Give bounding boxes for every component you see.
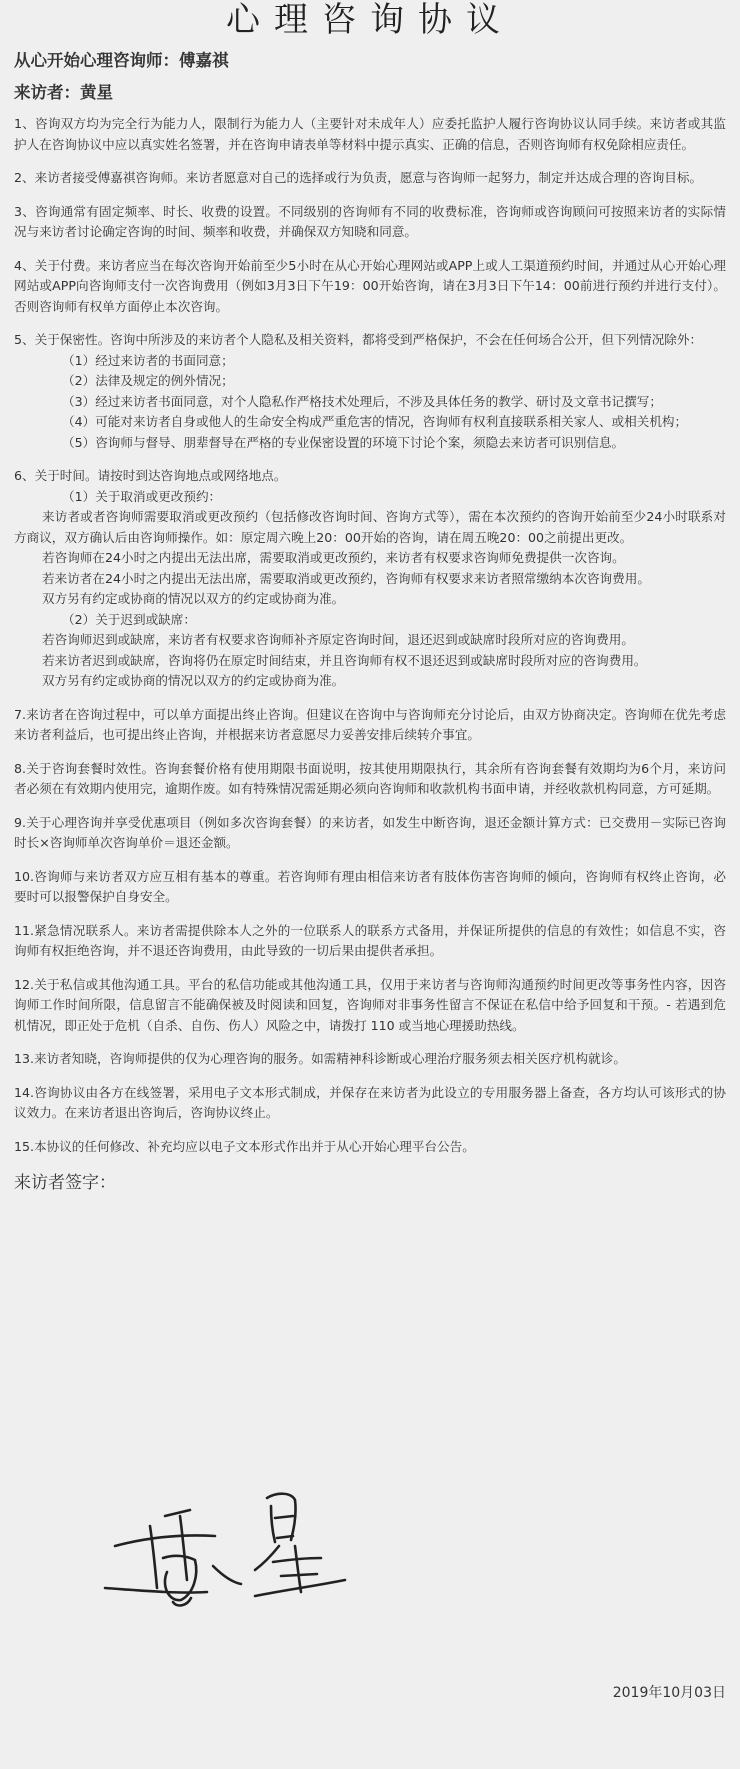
handwritten-signature — [95, 1476, 395, 1626]
clause-7 — [14, 705, 726, 746]
clause-text: 5、关于保密性。咨询中所涉及的来访者个人隐私及相关资料，都将受到严格保护，不会在任何场合公开，但下列情况除外： — [14, 332, 703, 347]
clause-subitem: 来访者或者咨询师需要取消或更改预约（包括修改咨询时间、咨询方式等），需在本次预约的咨询开始前至少24小时联系对方商议，双方确认后由咨询师操作。如：原定周六晚上20：00开始的咨询，请在周五晚20：00之前提出更改。 — [14, 509, 726, 545]
clause-8 — [14, 759, 726, 800]
clause-subitem: （1）经过来访者的书面同意； — [62, 352, 234, 368]
clause-text: 4、关于付费。来访者应当在每次咨询开始前至少5小时在从心开始心理网站或APP上或人工渠道预约时间，并通过从心开始心理网站或APP向咨询师支付一次咨询费用（例如3月3日下午19：00开始咨询，请在3月3日下午14：00前进行预约并进行支付）。否则咨询师有权单方面停止本次咨询。 — [14, 257, 726, 314]
clause-subitem: 若来访者迟到或缺席，咨询将仍在原定时间结束，并且咨询师有权不退还迟到或缺席时段所对应的咨询费用。 — [42, 652, 647, 668]
clause-subitem: 若咨询师在24小时之内提出无法出席，需要取消或更改预约，来访者有权要求咨询师免费提供一次咨询。 — [42, 550, 625, 565]
clause-subitem: （3）经过来访者书面同意，对个人隐私作严格技术处理后，不涉及具体任务的教学、研讨及文章书记撰写； — [62, 393, 662, 409]
clause-text: 6、关于时间。请按时到达咨询地点或网络地点。 — [14, 468, 287, 483]
clause-text: 7.来访者在咨询过程中，可以单方面提出终止咨询。但建议在咨询中与咨询师充分讨论后，由双方协商决定。咨询师在优先考虑来访者利益后，也可提出终止咨询，并根据来访者意愿尽力妥善安排后续转介事宜。 — [14, 706, 726, 742]
clause-subitem: （2）关于迟到或缺席： — [62, 611, 196, 627]
clause-10 — [14, 867, 726, 908]
clause-text: 12.关于私信或其他沟通工具。平台的私信功能或其他沟通工具，仅用于来访者与咨询师沟通预约时间更改等事务性内容，因咨询师工作时间所限，信息留言不能确保被及时阅读和回复，咨询师对非事务性留言不保证在私信中给予回复和干预。- 若遇到危机情况，即正处于危机（自杀、自伤、伤人）风险之中，请拨打 110 或当地心理援助热线。 — [14, 976, 726, 1033]
clause-text: 14.咨询协议由各方在线签署，采用电子文本形式制成，并保存在来访者为此设立的专用服务器上备查，各方均认可该形式的协议效力。在来访者退出咨询后，咨询协议终止。 — [14, 1084, 726, 1120]
clause-subitem: （1）关于取消或更改预约： — [62, 488, 222, 504]
clause-text: 3、咨询通常有固定频率、时长、收费的设置。不同级别的咨询师有不同的收费标准，咨询师或咨询顾问可按照来访者的实际情况与来访者讨论确定咨询的时间、频率和收费，并确保双方知晓和同意。 — [14, 203, 726, 239]
clause-12 — [14, 975, 726, 1037]
clause-4 — [14, 256, 726, 318]
clause-text: 2、来访者接受傅嘉祺咨询师。来访者愿意对自己的选择或行为负责，愿意与咨询师一起努力，制定并达成合理的咨询目标。 — [14, 170, 703, 185]
clause-subitem: 若咨询师迟到或缺席，来访者有权要求咨询师补齐原定咨询时间，退还迟到或缺席时段所对应的咨询费用。 — [42, 632, 634, 647]
clause-14 — [14, 1083, 726, 1124]
clause-3 — [14, 202, 726, 243]
clause-subitem: 双方另有约定或协商的情况以双方的约定或协商为准。 — [42, 591, 345, 606]
clause-11 — [14, 921, 726, 962]
signature-date: 2019年10月03日 — [612, 1685, 726, 1701]
clause-5 — [14, 330, 726, 453]
clause-subitem: 双方另有约定或协商的情况以双方的约定或协商为准。 — [42, 673, 345, 688]
clause-1 — [14, 114, 726, 155]
signature-label: 来访者签字： — [14, 1173, 116, 1193]
clause-15 — [14, 1137, 726, 1158]
clause-text: 15.本协议的任何修改、补充均应以电子文本形式作出并于从心开始心理平台公告。 — [14, 1138, 475, 1154]
clause-text: 1、咨询双方均为完全行为能力人，限制行为能力人（主要针对未成年人）应委托监护人履行咨询协议认同手续。来访者或其监护人在咨询协议中应以真实姓名签署，并在咨询申请表单等材料中提示真实、正确的信息，否则咨询师有权免除相应责任。 — [14, 116, 726, 152]
clause-text: 13.来访者知晓，咨询师提供的仅为心理咨询的服务。如需精神科诊断或心理治疗服务须去相关医疗机构就诊。 — [14, 1051, 626, 1066]
clause-subitem: （2）法律及规定的例外情况； — [62, 373, 234, 388]
clause-9 — [14, 813, 726, 854]
clause-subitem: （4）可能对来访者自身或他人的生命安全构成严重危害的情况，咨询师有权利直接联系相关家人、或相关机构； — [62, 414, 688, 429]
clause-text: 10.咨询师与来访者双方应互相有基本的尊重。若咨询师有理由相信来访者有肢体伤害咨询师的倾向，咨询师有权终止咨询，必要时可以报警保护自身安全。 — [14, 868, 726, 904]
clause-text: 11.紧急情况联系人。来访者需提供除本人之外的一位联系人的联系方式备用，并保证所提供的信息的有效性；如信息不实，咨询师有权拒绝咨询，并不退还咨询费用，由此导致的一切后果由提供者承担。 — [14, 922, 726, 958]
clause-13 — [14, 1049, 726, 1070]
clause-text: 8.关于咨询套餐时效性。咨询套餐价格有使用期限书面说明，按其使用期限执行，其余所有咨询套餐有效期均为6个月，来访问者必须在有效期内使用完，逾期作废。如有特殊情况需延期必须向咨询师和收款机构书面申请，并经收款机构同意，方可延期。 — [14, 760, 726, 796]
clause-6 — [14, 466, 726, 692]
clause-subitem: 若来访者在24小时之内提出无法出席，需要取消或更改预约，咨询师有权要求来访者照常缴纳本次咨询费用。 — [42, 570, 650, 586]
clause-2 — [14, 168, 726, 189]
clause-subitem: （5）咨询师与督导、朋辈督导在严格的专业保密设置的环境下讨论个案，须隐去来访者可识别信息。 — [62, 434, 625, 450]
page-title: 心理咨询协议 — [226, 0, 514, 40]
client-line: 来访者：黄星 — [14, 83, 113, 102]
counselor-line: 从心开始心理咨询师：傅嘉祺 — [14, 51, 229, 70]
clauses-list — [14, 114, 726, 1157]
clause-text: 9.关于心理咨询并享受优惠项目（例如多次咨询套餐）的来访者，如发生中断咨询，退还金额计算方式：已交费用－实际已咨询时长×咨询师单次咨询单价＝退还金额。 — [14, 814, 726, 850]
